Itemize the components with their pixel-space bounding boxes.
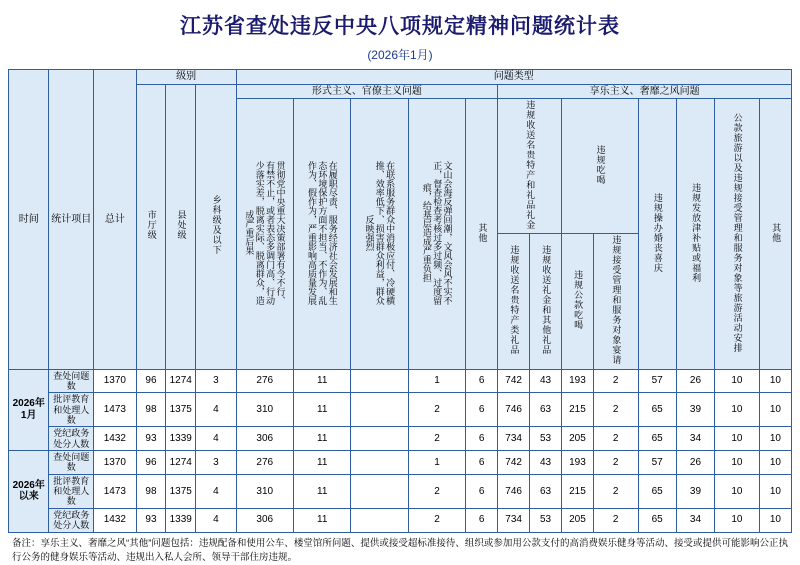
cell-travel: 10 <box>715 451 760 475</box>
cell-total: 1473 <box>94 393 137 427</box>
cell-allowance: 26 <box>676 369 714 393</box>
cell-total: 1473 <box>94 474 137 508</box>
cell-formalism-other: 6 <box>466 393 498 427</box>
cell-travel: 10 <box>715 508 760 532</box>
table-row <box>9 508 792 532</box>
cell-total: 1370 <box>94 369 137 393</box>
cell-gift-specialty: 742 <box>498 451 530 475</box>
cell-city: 93 <box>136 427 166 451</box>
th-formalism-2: 在履职尽责、服务经济社会发展和生态环境保护方面不担当、不作为、乱作为、假作为，严重影响高质量发展 <box>293 99 350 370</box>
cell-gift-specialty: 746 <box>498 393 530 427</box>
cell-gift-cash: 53 <box>530 508 562 532</box>
cell-formalism-3 <box>351 369 408 393</box>
cell-banquet: 2 <box>593 508 638 532</box>
th-hedonism-other: 其他 <box>759 99 791 370</box>
cell-formalism-4: 1 <box>408 451 465 475</box>
cell-public-dining: 193 <box>561 451 593 475</box>
cell-public-dining: 205 <box>561 508 593 532</box>
cell-formalism-other: 6 <box>466 474 498 508</box>
cell-wedding: 65 <box>638 508 676 532</box>
cell-gift-specialty: 746 <box>498 474 530 508</box>
cell-banquet: 2 <box>593 451 638 475</box>
cell-formalism-other: 6 <box>466 369 498 393</box>
cell-allowance: 26 <box>676 451 714 475</box>
cell-wedding: 57 <box>638 369 676 393</box>
cell-hedonism-other: 10 <box>759 508 791 532</box>
th-level-city: 市厅级 <box>136 84 166 369</box>
cell-public-dining: 193 <box>561 369 593 393</box>
cell-city: 98 <box>136 393 166 427</box>
row-item-label: 党纪政务处分人数 <box>49 427 94 451</box>
cell-allowance: 39 <box>676 474 714 508</box>
row-item-label: 查处问题数 <box>49 369 94 393</box>
th-hedonism-gift-specialty: 违规收送名贵特产类礼品 <box>498 234 530 369</box>
cell-travel: 10 <box>715 393 760 427</box>
cell-formalism-4: 2 <box>408 508 465 532</box>
th-total: 总计 <box>94 70 137 370</box>
th-level-county: 县处级 <box>166 84 196 369</box>
cell-wedding: 57 <box>638 451 676 475</box>
cell-gift-specialty: 734 <box>498 508 530 532</box>
cell-wedding: 65 <box>638 427 676 451</box>
th-formalism-group: 形式主义、官僚主义问题 <box>236 84 498 99</box>
cell-hedonism-other: 10 <box>759 474 791 508</box>
table-row <box>9 393 792 427</box>
cell-township: 3 <box>196 369 236 393</box>
cell-formalism-4: 2 <box>408 474 465 508</box>
cell-formalism-4: 2 <box>408 427 465 451</box>
th-problem-type-group: 问题类型 <box>236 70 791 85</box>
head-row-1 <box>9 70 792 85</box>
cell-township: 4 <box>196 508 236 532</box>
cell-total: 1432 <box>94 508 137 532</box>
page-title: 江苏省查处违反中央八项规定精神问题统计表 <box>8 0 792 40</box>
table-head <box>9 70 792 370</box>
cell-public-dining: 215 <box>561 474 593 508</box>
cell-county: 1274 <box>166 451 196 475</box>
cell-formalism-1: 306 <box>236 508 293 532</box>
cell-gift-specialty: 742 <box>498 369 530 393</box>
cell-allowance: 39 <box>676 393 714 427</box>
cell-formalism-3 <box>351 474 408 508</box>
th-hedonism-public-dining: 违规公款吃喝 <box>561 234 593 369</box>
cell-total: 1370 <box>94 451 137 475</box>
cell-county: 1339 <box>166 508 196 532</box>
cell-gift-cash: 63 <box>530 393 562 427</box>
cell-hedonism-other: 10 <box>759 369 791 393</box>
cell-hedonism-other: 10 <box>759 451 791 475</box>
cell-formalism-3 <box>351 508 408 532</box>
cell-township: 4 <box>196 427 236 451</box>
cell-formalism-1: 276 <box>236 369 293 393</box>
cell-travel: 10 <box>715 474 760 508</box>
cell-formalism-1: 310 <box>236 393 293 427</box>
th-time: 时间 <box>9 70 49 370</box>
cell-formalism-1: 310 <box>236 474 293 508</box>
cell-county: 1274 <box>166 369 196 393</box>
cell-formalism-other: 6 <box>466 508 498 532</box>
th-hedonism-travel: 公款旅游以及违规接受管理和服务对象等旅游活动安排 <box>715 99 760 370</box>
th-level-group: 级别 <box>136 70 236 85</box>
th-hedonism-group: 享乐主义、奢靡之风问题 <box>498 84 792 99</box>
th-hedonism-gift-cash: 违规收送礼金和其他礼品 <box>530 234 562 369</box>
cell-banquet: 2 <box>593 369 638 393</box>
cell-formalism-2: 11 <box>293 474 350 508</box>
cell-wedding: 65 <box>638 474 676 508</box>
cell-total: 1432 <box>94 427 137 451</box>
cell-county: 1375 <box>166 474 196 508</box>
cell-formalism-3 <box>351 427 408 451</box>
cell-city: 93 <box>136 508 166 532</box>
cell-gift-specialty: 734 <box>498 427 530 451</box>
th-formalism-3: 在联系服务群众中消极应付、冷硬横推、效率低下、损害群众利益，群众反映强烈 <box>351 99 408 370</box>
th-formalism-1: 贯彻党中央重大决策部署有令不行、有禁不止，或者表态多调门高、行动少落实差，脱离实际、脱离群众，造成严重后果 <box>236 99 293 370</box>
cell-hedonism-other: 10 <box>759 427 791 451</box>
th-hedonism-wedding: 违规操办婚丧喜庆 <box>638 99 676 370</box>
statistics-table <box>8 69 792 533</box>
th-hedonism-allowance: 违规发放津补贴或福利 <box>676 99 714 370</box>
cell-formalism-3 <box>351 393 408 427</box>
cell-public-dining: 215 <box>561 393 593 427</box>
cell-banquet: 2 <box>593 427 638 451</box>
row-item-label: 党纪政务处分人数 <box>49 508 94 532</box>
cell-formalism-2: 11 <box>293 369 350 393</box>
cell-township: 4 <box>196 393 236 427</box>
cell-formalism-2: 11 <box>293 393 350 427</box>
row-item-label: 批评教育和处理人数 <box>49 393 94 427</box>
th-formalism-4: 文山会海反弹回潮，文风会风不实不正，督查检查考核过多过频、过度留痕，给基层造成严重负担 <box>408 99 465 370</box>
table-body <box>9 369 792 532</box>
cell-gift-cash: 43 <box>530 369 562 393</box>
cell-county: 1339 <box>166 427 196 451</box>
cell-hedonism-other: 10 <box>759 393 791 427</box>
th-formalism-other: 其他 <box>466 99 498 370</box>
cell-allowance: 34 <box>676 427 714 451</box>
cell-banquet: 2 <box>593 393 638 427</box>
th-hedonism-dining-group: 违规吃喝 <box>561 99 638 234</box>
table-row <box>9 474 792 508</box>
cell-formalism-2: 11 <box>293 508 350 532</box>
cell-formalism-2: 11 <box>293 427 350 451</box>
cell-formalism-4: 2 <box>408 393 465 427</box>
table-row <box>9 369 792 393</box>
row-item-label: 批评教育和处理人数 <box>49 474 94 508</box>
cell-city: 96 <box>136 451 166 475</box>
cell-city: 96 <box>136 369 166 393</box>
cell-formalism-4: 1 <box>408 369 465 393</box>
cell-formalism-3 <box>351 451 408 475</box>
cell-travel: 10 <box>715 427 760 451</box>
cell-public-dining: 205 <box>561 427 593 451</box>
th-level-township: 乡科级及以下 <box>196 84 236 369</box>
table-note: 备注：享乐主义、奢靡之风“其他”问题包括：违规配备和使用公车、楼堂馆所问题、提供或接受超标准接待、组织或参加用公款支付的高消费娱乐健身等活动、接受或提供可能影响公正执行公务的健身娱乐等活动、违规出入私人会所、领导干部住房违规。 <box>8 533 792 565</box>
row-item-label: 查处问题数 <box>49 451 94 475</box>
cell-gift-cash: 63 <box>530 474 562 508</box>
cell-gift-cash: 43 <box>530 451 562 475</box>
cell-gift-cash: 53 <box>530 427 562 451</box>
cell-township: 3 <box>196 451 236 475</box>
th-hedonism-gift-group: 违规收送名贵特产和礼品礼金 <box>498 99 562 234</box>
cell-allowance: 34 <box>676 508 714 532</box>
cell-formalism-2: 11 <box>293 451 350 475</box>
cell-wedding: 65 <box>638 393 676 427</box>
table-row <box>9 427 792 451</box>
cell-county: 1375 <box>166 393 196 427</box>
cell-city: 98 <box>136 474 166 508</box>
cell-formalism-1: 306 <box>236 427 293 451</box>
cell-formalism-other: 6 <box>466 451 498 475</box>
table-row <box>9 451 792 475</box>
row-period-label: 2026年以来 <box>9 451 49 532</box>
cell-banquet: 2 <box>593 474 638 508</box>
th-stat-item: 统计项目 <box>49 70 94 370</box>
cell-formalism-1: 276 <box>236 451 293 475</box>
cell-township: 4 <box>196 474 236 508</box>
cell-travel: 10 <box>715 369 760 393</box>
cell-formalism-other: 6 <box>466 427 498 451</box>
page-subtitle: (2026年1月) <box>8 40 792 69</box>
row-period-label: 2026年1月 <box>9 369 49 450</box>
th-hedonism-banquet: 违规接受管理和服务对象宴请 <box>593 234 638 369</box>
